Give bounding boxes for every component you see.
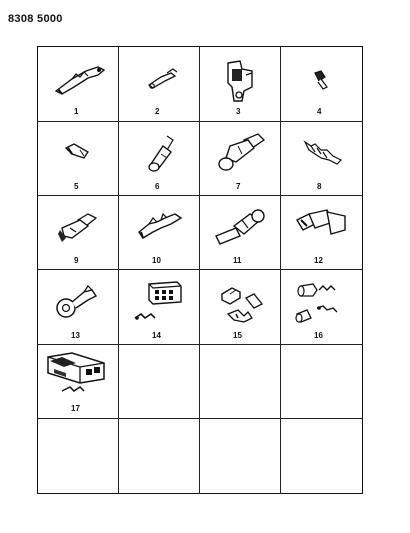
part-cell-16	[281, 270, 361, 344]
insulated-female-terminal-icon	[214, 132, 268, 176]
part-cell-2	[119, 47, 199, 121]
part-cell-6	[119, 122, 199, 196]
small-blade-terminal-icon	[62, 140, 94, 164]
part-number: 2	[155, 107, 160, 116]
part-number: 8	[317, 182, 322, 191]
part-number: 1	[74, 107, 79, 116]
document-id: 8308 5000	[8, 13, 63, 25]
part-number: 14	[152, 331, 161, 340]
part-cell-3	[200, 47, 280, 121]
part-number: 16	[314, 331, 323, 340]
part-cell-13	[38, 270, 118, 344]
part-cell-15	[200, 270, 280, 344]
part-cell-8	[281, 122, 361, 196]
part-cell-10	[119, 196, 199, 270]
small-flag-terminal-icon	[145, 67, 181, 91]
part-number: 5	[74, 182, 79, 191]
part-cell-17	[38, 345, 118, 419]
part-number: 7	[236, 182, 241, 191]
part-number: 4	[317, 107, 322, 116]
part-number: 12	[314, 256, 323, 265]
multi-pin-connector-icon	[131, 278, 189, 328]
bullet-terminal-icon	[145, 134, 179, 174]
part-number: 9	[74, 256, 79, 265]
part-number: 3	[236, 107, 241, 116]
female-spade-terminal-icon	[56, 210, 100, 244]
boot-connector-set-icon	[293, 278, 351, 330]
part-number: 11	[233, 256, 242, 265]
ring-terminal-icon	[54, 282, 102, 322]
part-cell-5	[38, 122, 118, 196]
part-cell-12	[281, 196, 361, 270]
housing-connector-icon	[42, 349, 114, 399]
part-number: 6	[155, 182, 160, 191]
part-cell-4	[281, 47, 361, 121]
part-number: 13	[71, 331, 80, 340]
bracket-terminal-icon	[222, 57, 262, 103]
part-number: 17	[71, 404, 80, 413]
part-cell-9	[38, 196, 118, 270]
insulated-spade-terminal-icon	[293, 206, 351, 246]
part-cell-1	[38, 47, 118, 121]
part-cell-7	[200, 122, 280, 196]
part-number: 15	[233, 331, 242, 340]
pin-terminal-icon	[309, 69, 333, 91]
part-cell-11	[200, 196, 280, 270]
part-cell-14	[119, 270, 199, 344]
part-number: 10	[152, 256, 161, 265]
open-barrel-terminal-icon	[135, 210, 185, 240]
ring-terminal-long-icon	[52, 61, 108, 97]
parts-grid	[37, 46, 363, 494]
tab-terminal-icon	[212, 206, 270, 246]
spring-terminal-icon	[301, 138, 345, 168]
connector-with-terminal-icon	[216, 284, 268, 326]
